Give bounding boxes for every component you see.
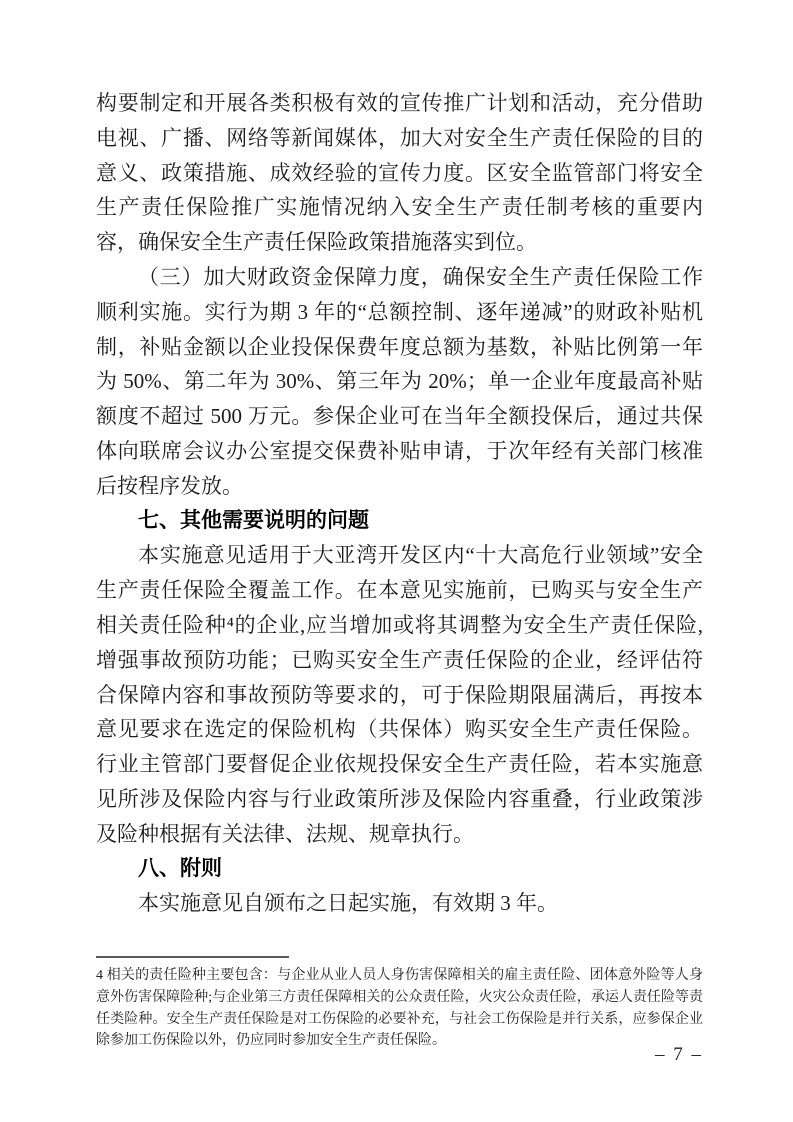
body-line: 生产责任保险全覆盖工作。在本意见实施前，已购买与安全生产 [96,578,703,603]
body-line: 额度不超过 500 万元。参保企业可在当年全额投保后，通过共保 [96,404,703,429]
body-line: 见所涉及保险内容与行业政策所涉及保险内容重叠，行业政策涉 [96,786,703,811]
footnote-line: 除参加工伤保险以外，仍应同时参加安全生产责任保险。 [96,1033,446,1049]
body-line: （三）加大财政资金保障力度，确保安全生产责任保险工作 [138,264,703,289]
body-line: 意见要求在选定的保险机构（共保体）购买安全生产责任保险。 [96,717,703,742]
body-line: 及险种根据有关法律、法规、规章执行。 [96,821,474,846]
footnote-separator-rule [96,956,289,958]
body-line: 体向联席会议办公室提交保费补贴申请，于次年经有关部门核准 [96,438,703,463]
body-line: 制，补贴金额以企业投保保费年度总额为基数，补贴比例第一年 [96,334,703,359]
body-line: 意义、政策措施、成效经验的宣传力度。区安全监管部门将安全 [96,160,703,185]
document-body [96,86,703,921]
footnote-line: 任类险种。安全生产责任保险是对工伤保险的必要补充，与社会工伤保险是并行关系，应参保企业 [96,1011,703,1027]
footnote-block [96,956,703,1052]
body-line: 容，确保安全生产责任保险政策措施落实到位。 [96,230,537,255]
body-line: 为 50%、第二年为 30%、第三年为 20%；单一企业年度最高补贴 [96,369,703,394]
body-line: 构要制定和开展各类积极有效的宣传推广计划和活动，充分借助 [96,91,703,115]
body-line: 增强事故预防功能；已购买安全生产责任保险的企业，经评估符 [96,647,703,672]
body-line: 后按程序发放。 [96,473,243,498]
footnote-line: 4 相关的责任险种主要包含：与企业从业人员人身伤害保障相关的雇主责任险、团体意外险等人身 [96,968,703,983]
page-number: – 7 – [655,1044,703,1065]
body-line: 行业主管部门要督促企业依规投保安全生产责任险，若本实施意 [96,752,703,777]
body-line: 本实施意见自颁布之日起实施，有效期 3 年。 [138,891,558,916]
body-line: 相关责任险种⁴的企业,应当增加或将其调整为安全生产责任保险, [96,612,703,637]
section-heading: 七、其他需要说明的问题 [138,508,369,532]
body-line: 顺利实施。实行为期 3 年的“总额控制、逐年递减”的财政补贴机 [96,299,703,324]
body-line: 电视、广播、网络等新闻媒体，加大对安全生产责任保险的目的 [96,125,703,150]
footnote-line: 意外伤害保障险种;与企业第三方责任保障相关的公众责任险，火灾公众责任险，承运人责任险等责 [96,989,703,1005]
body-line: 本实施意见适用于大亚湾开发区内“十大高危行业领域”安全 [138,543,703,568]
section-heading: 八、附则 [138,856,222,880]
body-line: 生产责任保险推广实施情况纳入安全生产责任制考核的重要内 [96,195,703,220]
body-line: 合保障内容和事故预防等要求的，可于保险期限届满后，再按本 [96,682,703,707]
